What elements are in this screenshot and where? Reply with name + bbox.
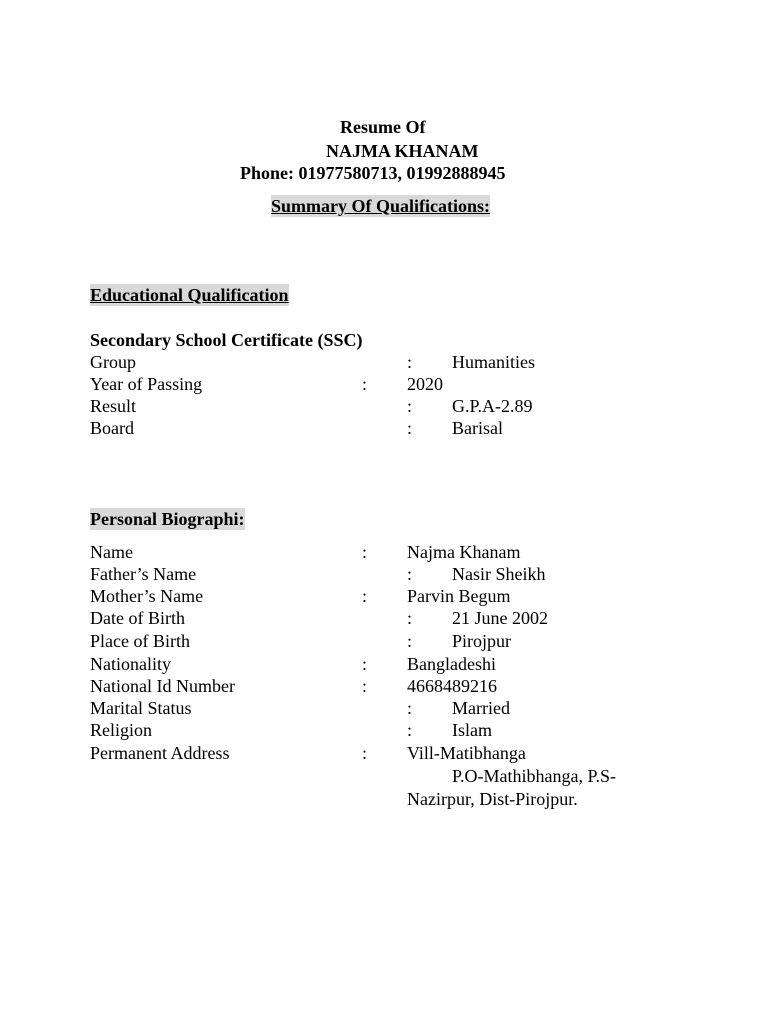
row-label: Father’s Name: [90, 564, 197, 584]
row-value: Vill-Matibhanga: [407, 743, 526, 763]
row-label: Marital Status: [90, 698, 192, 718]
education-heading: Educational Qualification: [90, 285, 289, 305]
row-label: National Id Number: [90, 676, 235, 696]
row-label: Place of Birth: [90, 631, 190, 651]
row-label: Nationality: [90, 654, 171, 674]
row-label: Mother’s Name: [90, 586, 204, 606]
row-value: G.P.A-2.89: [452, 396, 533, 416]
candidate-name: NAJMA KHANAM: [326, 141, 479, 161]
row-label: Name: [90, 542, 133, 562]
row-value: Parvin Begum: [407, 586, 511, 606]
summary-heading: Summary Of Qualifications:: [271, 196, 490, 216]
row-value: Married: [452, 698, 510, 718]
personal-heading: Personal Biographi:: [90, 509, 245, 529]
row-label: Group: [90, 352, 136, 372]
address-line-3: Nazirpur, Dist-Pirojpur.: [407, 789, 578, 809]
row-colon: :: [407, 720, 413, 740]
resume-title: Resume Of: [340, 117, 426, 137]
row-colon: :: [362, 676, 368, 696]
row-colon: :: [407, 608, 413, 628]
row-colon: :: [407, 698, 413, 718]
phone-line: Phone: 01977580713, 01992888945: [240, 163, 506, 183]
row-value: Nasir Sheikh: [452, 564, 546, 584]
row-label: Board: [90, 418, 134, 438]
row-value: 21 June 2002: [452, 608, 548, 628]
row-value: Barisal: [452, 418, 503, 438]
row-colon: :: [362, 743, 368, 763]
row-label: Permanent Address: [90, 743, 230, 763]
row-label: Religion: [90, 720, 152, 740]
row-colon: :: [407, 396, 413, 416]
row-label: Date of Birth: [90, 608, 185, 628]
row-colon: :: [407, 564, 413, 584]
ssc-subheading: Secondary School Certificate (SSC): [90, 330, 363, 350]
row-value: Humanities: [452, 352, 535, 372]
row-value: Najma Khanam: [407, 542, 521, 562]
row-colon: :: [362, 654, 368, 674]
row-label: Result: [90, 396, 137, 416]
row-colon: :: [362, 542, 368, 562]
row-colon: :: [362, 374, 368, 394]
address-line-2: P.O-Mathibhanga, P.S-: [452, 766, 617, 786]
row-value: Pirojpur: [452, 631, 512, 651]
row-colon: :: [407, 418, 413, 438]
row-colon: :: [407, 631, 413, 651]
row-value: 4668489216: [407, 676, 497, 696]
row-value: Islam: [452, 720, 492, 740]
row-colon: :: [407, 352, 413, 372]
row-colon: :: [362, 586, 368, 606]
row-value: Bangladeshi: [407, 654, 496, 674]
row-value: 2020: [407, 374, 443, 394]
row-label: Year of Passing: [90, 374, 203, 394]
